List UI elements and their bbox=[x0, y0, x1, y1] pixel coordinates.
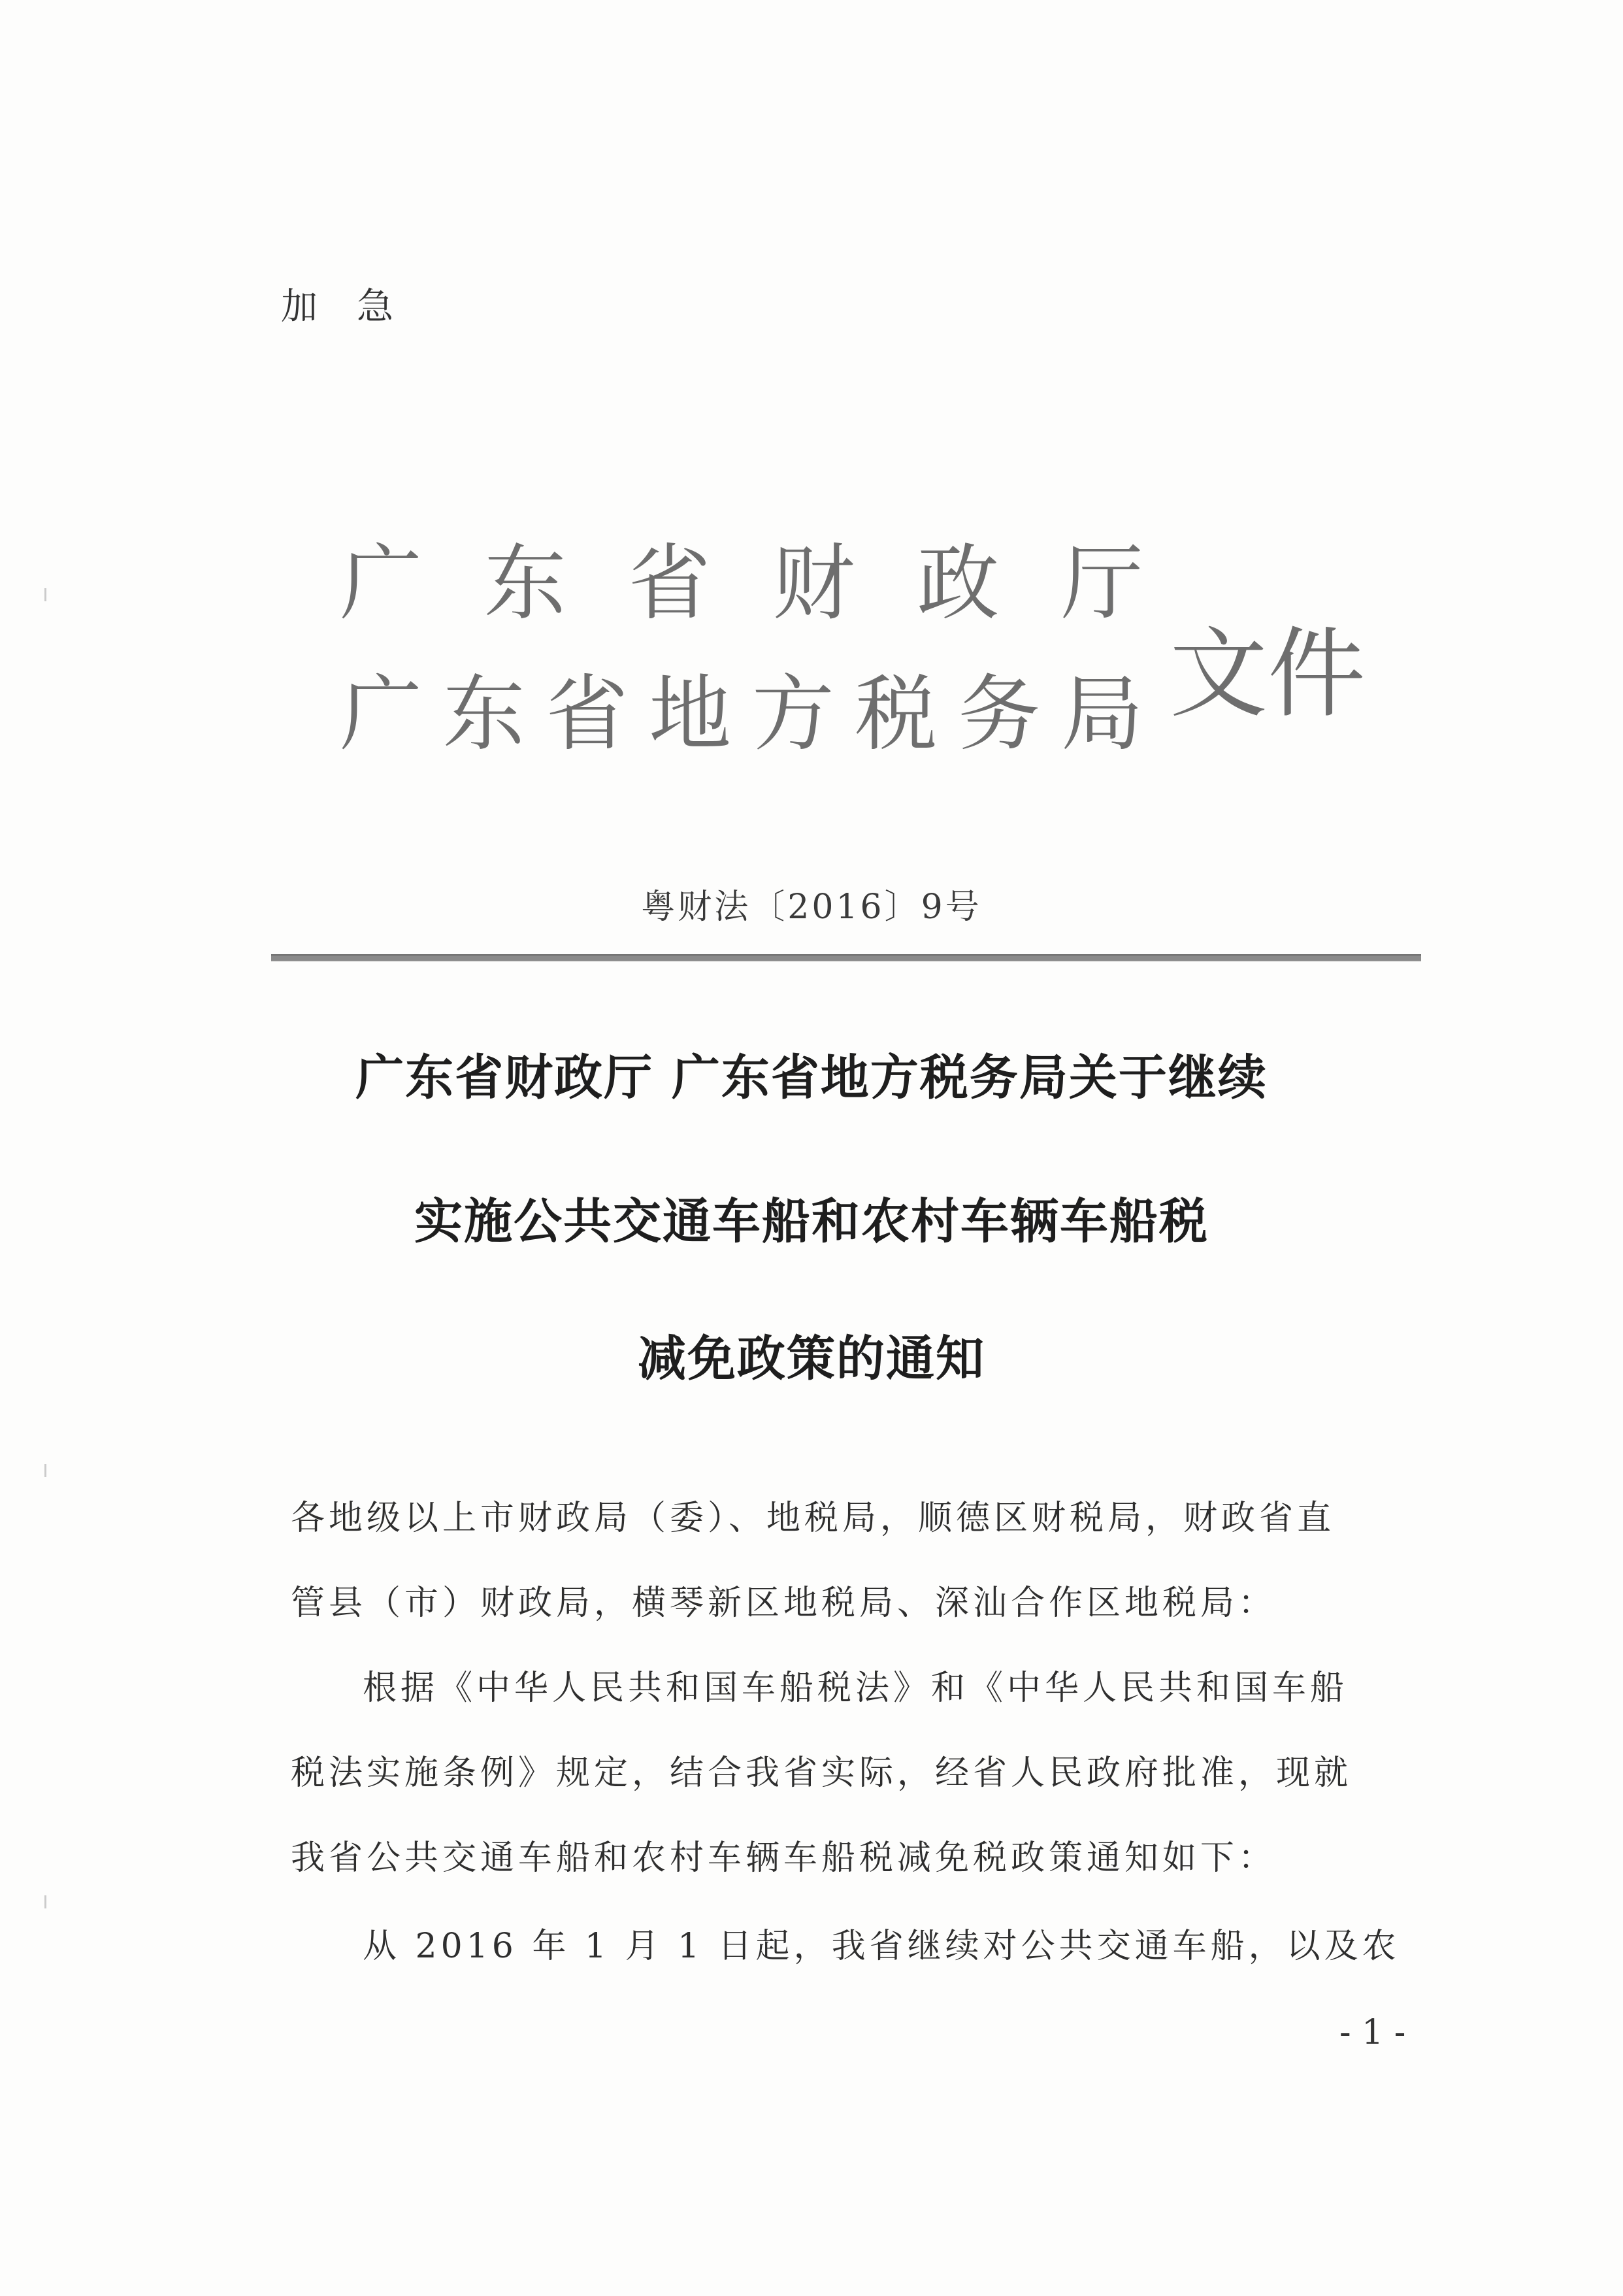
authority-char: 地 bbox=[649, 666, 732, 762]
document-number: 粤财法〔2016〕9号 bbox=[641, 888, 982, 927]
authority-char: 东 bbox=[484, 535, 566, 631]
authority-char: 务 bbox=[958, 666, 1041, 762]
recipients-line-2: 管县（市）财政局，横琴新区地税局、深汕合作区地税局： bbox=[291, 1584, 1277, 1623]
recipients-line-1: 各地级以上市财政局（委）、地税局，顺德区财税局，财政省直 bbox=[291, 1499, 1336, 1538]
authority-char: 厅 bbox=[1060, 535, 1143, 631]
body-paragraph-line: 从 2016 年 1 月 1 日起，我省继续对公共交通车船，以及农 bbox=[363, 1927, 1400, 1966]
authority-char: 局 bbox=[1060, 666, 1143, 762]
body-paragraph-line: 税法实施条例》规定，结合我省实际，经省人民政府批准，现就 bbox=[291, 1754, 1352, 1793]
authority-char: 东 bbox=[442, 666, 525, 762]
document-title-line-1: 广东省财政厅 广东省地方税务局关于继续 bbox=[355, 1050, 1268, 1106]
page-number: - 1 - bbox=[1339, 2013, 1406, 2052]
document-type-label: 文件 bbox=[1170, 618, 1366, 731]
scan-margin-mark bbox=[44, 1464, 56, 1477]
document-title-line-3: 减免政策的通知 bbox=[638, 1331, 985, 1387]
authority-char: 政 bbox=[917, 535, 1000, 631]
authority-char: 广 bbox=[340, 666, 422, 762]
authority-char: 广 bbox=[340, 535, 422, 631]
document-title-line-2: 实施公共交通车船和农村车辆车船税 bbox=[414, 1193, 1209, 1250]
scan-margin-mark bbox=[44, 1895, 56, 1908]
header-separator-line bbox=[271, 954, 1421, 961]
scan-margin-mark bbox=[44, 588, 56, 601]
urgency-label: 加急 bbox=[281, 286, 433, 328]
body-paragraph-line: 根据《中华人民共和国车船税法》和《中华人民共和国车船 bbox=[363, 1669, 1349, 1708]
authority-char: 税 bbox=[855, 666, 938, 762]
body-paragraph-line: 我省公共交通车船和农村车辆车船税减免税政策通知如下： bbox=[291, 1838, 1277, 1878]
authority-finance-department bbox=[340, 535, 1143, 631]
authority-tax-bureau bbox=[340, 666, 1143, 762]
authority-char: 省 bbox=[628, 535, 711, 631]
authority-char: 方 bbox=[751, 666, 834, 762]
authority-char: 省 bbox=[546, 666, 629, 762]
authority-char: 财 bbox=[772, 535, 855, 631]
